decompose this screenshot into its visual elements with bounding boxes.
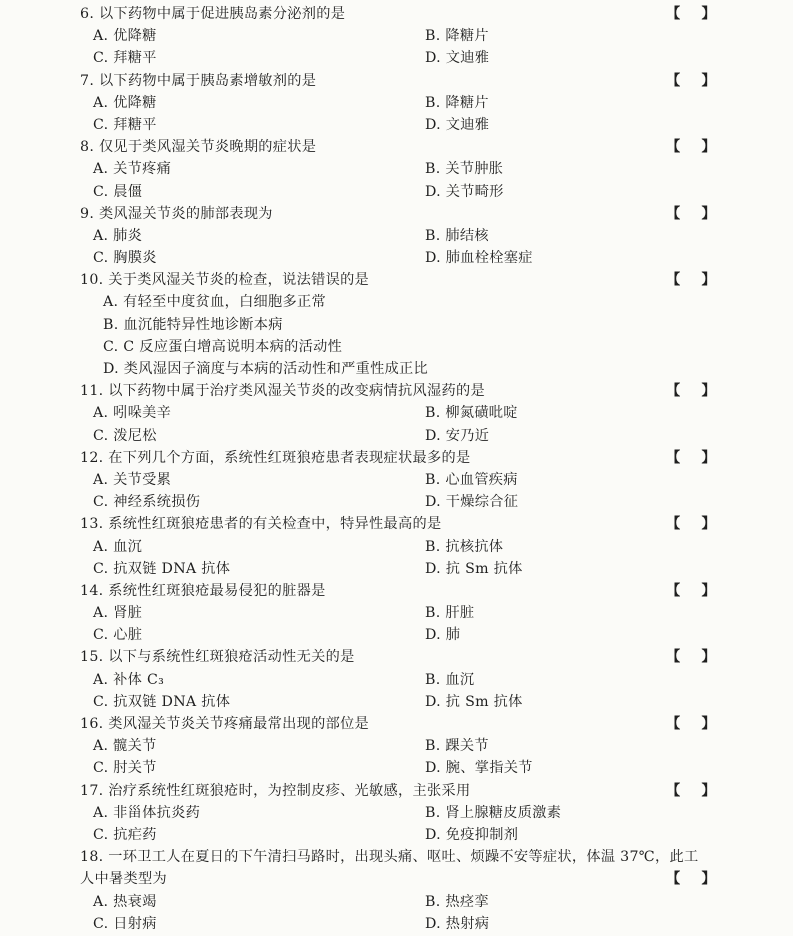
option-row — [0, 114, 793, 136]
question-stem — [0, 846, 793, 868]
answer-option[interactable]: C. 心脏 — [93, 627, 143, 644]
bracket-open: 【 — [666, 516, 681, 533]
option-row — [0, 92, 793, 114]
answer-option[interactable]: D. 免疫抑制剂 — [425, 826, 519, 843]
option-row — [0, 735, 793, 757]
answer-option[interactable]: C. 神经系统损伤 — [93, 494, 201, 511]
question-stem — [0, 203, 793, 225]
answer-option[interactable]: C. 抗双链 DNA 抗体 — [93, 693, 231, 710]
question-text: 16. 类风湿关节炎关节疼痛最常出现的部位是 — [80, 716, 370, 732]
option-row — [0, 47, 793, 69]
answer-option[interactable]: C. C 反应蛋白增高说明本病的活动性 — [103, 338, 343, 355]
answer-option[interactable]: C. 胸膜炎 — [93, 250, 157, 267]
question-text: 6. 以下药物中属于促进胰岛素分泌剂的是 — [80, 6, 346, 22]
answer-option[interactable]: D. 热射病 — [425, 915, 490, 932]
answer-option[interactable]: B. 热痉挛 — [425, 893, 489, 910]
question-block — [0, 780, 793, 847]
answer-option[interactable]: C. 泼尼松 — [93, 427, 157, 444]
answer-option[interactable]: B. 血沉能特异性地诊断本病 — [103, 316, 283, 333]
question-text: 18. 一环卫工人在夏日的下午清扫马路时，出现头痛、呕吐、烦躁不安等症状，体温 37℃，此工 — [80, 849, 699, 866]
question-text: 15. 以下与系统性红斑狼疮活动性无关的是 — [80, 649, 355, 666]
bracket-open: 【 — [666, 383, 681, 400]
question-stem — [0, 868, 793, 890]
answer-option[interactable]: D. 文迪雅 — [425, 116, 490, 133]
question-block — [0, 513, 793, 580]
answer-bracket[interactable] — [666, 3, 716, 25]
question-block — [0, 580, 793, 647]
question-stem — [0, 269, 793, 291]
answer-bracket[interactable] — [666, 513, 716, 535]
bracket-open: 【 — [666, 871, 681, 888]
answer-option[interactable]: A. 肺炎 — [93, 227, 143, 244]
answer-option[interactable]: A. 优降糖 — [93, 28, 157, 45]
bracket-open: 【 — [666, 582, 681, 599]
bracket-open: 【 — [666, 72, 681, 89]
question-stem — [0, 3, 793, 25]
question-block — [0, 136, 793, 203]
bracket-close: 】 — [701, 383, 716, 400]
question-text: 9. 类风湿关节炎的肺部表现为 — [80, 205, 273, 222]
bracket-close: 】 — [701, 516, 716, 533]
answer-option[interactable]: D. 干燥综合征 — [425, 494, 519, 511]
option-row — [0, 891, 793, 913]
question-text: 14. 系统性红斑狼疮最易侵犯的脏器是 — [80, 582, 326, 599]
bracket-close: 】 — [701, 582, 716, 599]
answer-option[interactable]: C. 拜糖平 — [93, 50, 157, 67]
question-block — [0, 447, 793, 514]
bracket-open: 【 — [666, 6, 681, 22]
answer-option[interactable]: B. 关节肿胀 — [425, 161, 504, 178]
option-row — [0, 225, 793, 247]
question-stem — [0, 447, 793, 469]
answer-option[interactable]: A. 肾脏 — [93, 605, 143, 622]
answer-option[interactable]: A. 吲哚美辛 — [93, 405, 172, 422]
answer-bracket[interactable] — [666, 380, 716, 402]
answer-option[interactable]: B. 降糖片 — [425, 28, 489, 45]
answer-option[interactable]: D. 抗 Sm 抗体 — [425, 693, 523, 710]
bracket-close: 】 — [701, 649, 716, 666]
option-row — [0, 913, 793, 935]
option-row — [0, 558, 793, 580]
answer-option[interactable]: B. 肺结核 — [425, 227, 489, 244]
option-row — [0, 425, 793, 447]
bracket-close: 】 — [701, 782, 716, 799]
question-text: 人中暑类型为 — [80, 871, 167, 888]
question-block — [0, 646, 793, 713]
answer-option[interactable]: A. 关节受累 — [93, 471, 172, 488]
question-block — [0, 269, 793, 380]
answer-bracket[interactable] — [666, 447, 716, 469]
answer-option[interactable]: C. 拜糖平 — [93, 116, 157, 133]
answer-bracket[interactable] — [666, 780, 716, 802]
answer-option[interactable]: C. 晨僵 — [93, 183, 143, 200]
option-row — [0, 536, 793, 558]
question-stem — [0, 580, 793, 602]
answer-option[interactable]: B. 肾上腺糖皮质激素 — [425, 804, 562, 821]
answer-bracket[interactable] — [666, 70, 716, 92]
question-block — [0, 3, 793, 70]
bracket-close: 】 — [701, 6, 716, 22]
answer-bracket[interactable] — [666, 646, 716, 668]
question-block — [0, 713, 793, 780]
question-stem — [0, 70, 793, 92]
answer-option[interactable]: D. 腕、掌指关节 — [425, 760, 533, 777]
answer-option[interactable]: B. 肝脏 — [425, 605, 475, 622]
option-row — [0, 824, 793, 846]
answer-option[interactable]: A. 补体 C₃ — [93, 671, 165, 688]
answer-option[interactable]: D. 安乃近 — [425, 427, 490, 444]
bracket-open: 【 — [666, 449, 681, 466]
question-stem — [0, 380, 793, 402]
option-row — [0, 181, 793, 203]
answer-option[interactable]: A. 关节疼痛 — [93, 161, 172, 178]
option-row — [0, 669, 793, 691]
bracket-close: 】 — [701, 139, 716, 156]
bracket-close: 】 — [701, 272, 716, 289]
bracket-close: 】 — [701, 871, 716, 888]
bracket-close: 】 — [701, 205, 716, 222]
question-stem — [0, 646, 793, 668]
answer-option[interactable]: C. 肘关节 — [93, 760, 157, 777]
answer-option[interactable]: D. 肺 — [425, 627, 461, 644]
option-row — [0, 469, 793, 491]
bracket-close: 】 — [701, 72, 716, 89]
answer-option[interactable]: A. 髋关节 — [93, 738, 157, 755]
answer-bracket[interactable] — [666, 136, 716, 158]
answer-option[interactable]: C. 抗疟药 — [93, 826, 157, 843]
option-row — [0, 491, 793, 513]
question-stem — [0, 780, 793, 802]
question-text: 11. 以下药物中属于治疗类风湿关节炎的改变病情抗风湿药的是 — [80, 383, 485, 400]
option-row — [0, 25, 793, 47]
question-text: 17. 治疗系统性红斑狼疮时，为控制皮疹、光敏感，主张采用 — [80, 782, 471, 799]
answer-option[interactable]: A. 血沉 — [93, 538, 143, 555]
option-row — [0, 402, 793, 424]
question-text: 8. 仅见于类风湿关节炎晚期的症状是 — [80, 139, 317, 156]
option-row — [0, 247, 793, 269]
option-row — [0, 624, 793, 646]
question-block — [0, 203, 793, 270]
question-text: 7. 以下药物中属于胰岛素增敏剂的是 — [80, 72, 317, 89]
answer-option[interactable]: A. 热衰竭 — [93, 893, 157, 910]
answer-option[interactable]: B. 降糖片 — [425, 94, 489, 111]
question-stem — [0, 713, 793, 735]
answer-option[interactable]: D. 抗 Sm 抗体 — [425, 560, 523, 577]
answer-option[interactable]: B. 心血管疾病 — [425, 471, 518, 488]
bracket-open: 【 — [666, 272, 681, 289]
bracket-open: 【 — [666, 139, 681, 156]
answer-option[interactable]: A. 有轻至中度贫血，白细胞多正常 — [103, 294, 326, 311]
answer-option[interactable]: B. 柳氮磺吡啶 — [425, 405, 518, 422]
answer-option[interactable]: A. 非甾体抗炎药 — [93, 804, 201, 821]
answer-option[interactable]: B. 抗核抗体 — [425, 538, 504, 555]
bracket-close: 】 — [701, 716, 716, 732]
answer-bracket[interactable] — [666, 580, 716, 602]
question-text: 10. 关于类风湿关节炎的检查，说法错误的是 — [80, 272, 370, 289]
question-text: 13. 系统性红斑狼疮患者的有关检查中，特异性最高的是 — [80, 516, 442, 533]
answer-option[interactable]: D. 关节畸形 — [425, 183, 504, 200]
question-block — [0, 380, 793, 447]
answer-option[interactable]: D. 肺血栓栓塞症 — [425, 250, 533, 267]
bracket-close: 】 — [701, 449, 716, 466]
answer-bracket[interactable] — [666, 203, 716, 225]
answer-option[interactable]: B. 血沉 — [425, 671, 475, 688]
question-text: 12. 在下列几个方面，系统性红斑狼疮患者表现症状最多的是 — [80, 449, 471, 466]
option-row — [0, 602, 793, 624]
answer-bracket[interactable] — [666, 713, 716, 735]
bracket-open: 【 — [666, 782, 681, 799]
answer-option[interactable]: C. 日射病 — [93, 915, 157, 932]
answer-option[interactable]: A. 优降糖 — [93, 94, 157, 111]
question-block — [0, 846, 793, 935]
answer-option[interactable]: D. 类风湿因子滴度与本病的活动性和严重性成正比 — [103, 361, 429, 377]
bracket-open: 【 — [666, 716, 681, 732]
question-block — [0, 70, 793, 137]
option-row — [0, 802, 793, 824]
answer-bracket[interactable] — [666, 269, 716, 291]
option-row — [0, 691, 793, 713]
answer-option[interactable]: D. 文迪雅 — [425, 50, 490, 67]
question-stem — [0, 136, 793, 158]
option-row — [0, 757, 793, 779]
bracket-open: 【 — [666, 649, 681, 666]
question-stem — [0, 513, 793, 535]
bracket-open: 【 — [666, 205, 681, 222]
answer-bracket[interactable] — [666, 868, 716, 890]
option-row — [0, 158, 793, 180]
answer-option[interactable]: B. 踝关节 — [425, 738, 489, 755]
answer-option[interactable]: C. 抗双链 DNA 抗体 — [93, 560, 231, 577]
